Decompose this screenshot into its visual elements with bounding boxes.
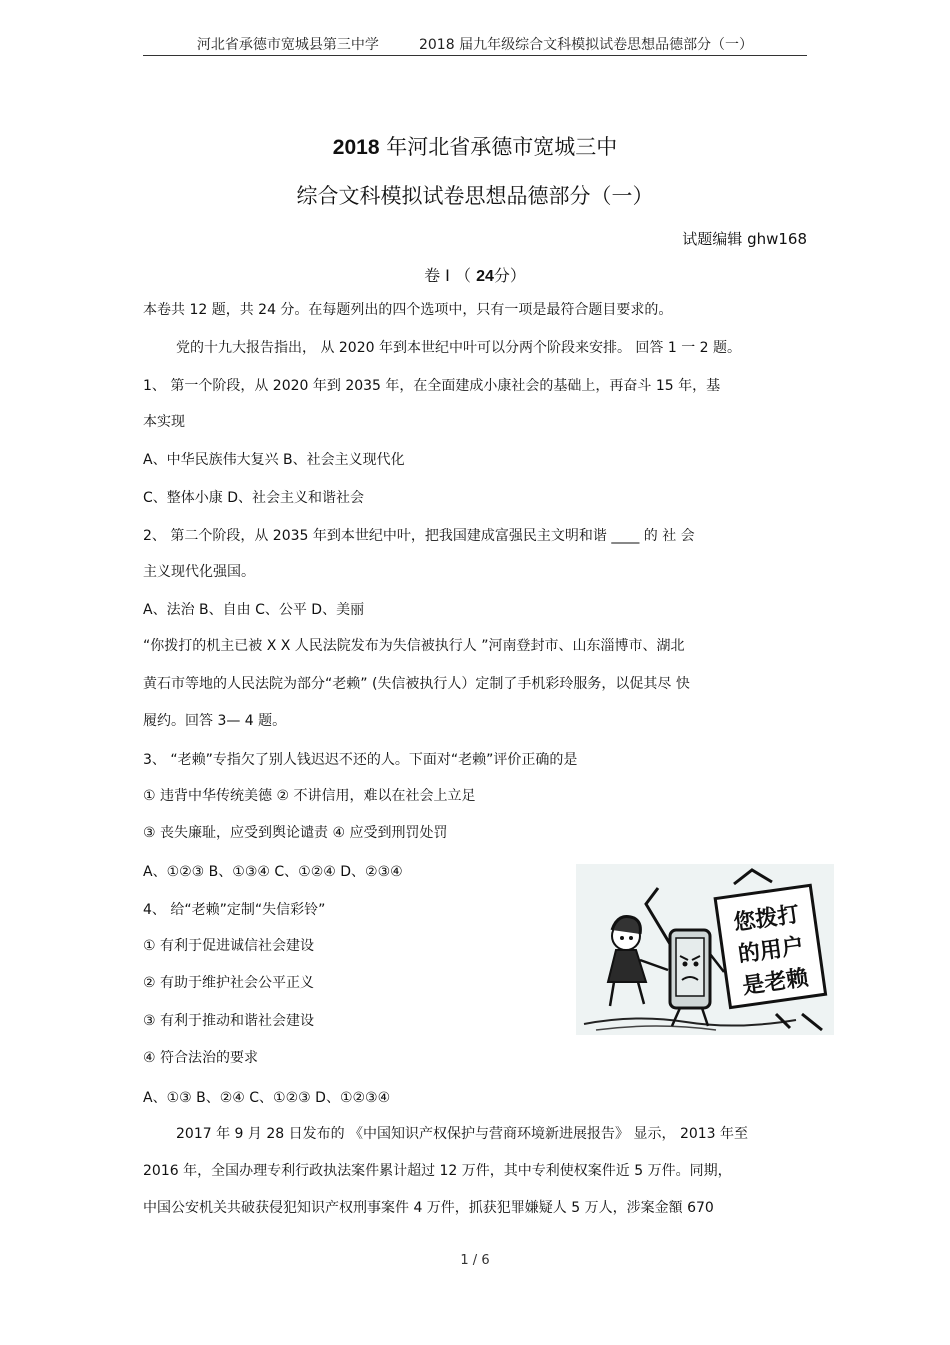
q3-stem: 3、 “老赖”专指欠了别人钱迟迟不还的人。下面对“老赖”评价正确的是 bbox=[143, 752, 578, 768]
running-header bbox=[143, 34, 807, 54]
volume-heading bbox=[0, 263, 950, 286]
q4-statement-3: ③ 有利于推动和谐社会建设 bbox=[143, 1013, 315, 1029]
title-line-1-text: 年河北省承德市宽城三中 bbox=[379, 135, 618, 159]
instruction: 本卷共 12 题，共 24 分。在每题列出的四个选项中，只有一项是最符合题目要求的。 bbox=[143, 302, 673, 318]
sign-text-line-2: 的用户 bbox=[736, 933, 806, 968]
page-number: 1 / 6 bbox=[460, 1253, 490, 1268]
material-2-line-2: 黄石市等地的人民法院为部分“老赖” (失信被执行人）定制了手机彩玲服务，以促其尽 快 bbox=[143, 676, 690, 692]
q4-statement-4: ④ 符合法治的要求 bbox=[143, 1050, 259, 1066]
q2-stem-line-1: 2、 第二个阶段，从 2035 年到本世纪中叶，把我国建成富强民主文明和谐 ____ 的 社 会 bbox=[143, 528, 695, 544]
title-year: 2018 bbox=[332, 136, 380, 159]
cartoon-drawing bbox=[576, 864, 834, 1035]
header-rule bbox=[143, 55, 807, 56]
q4-stem: 4、 给“老赖”定制“失信彩铃” bbox=[143, 902, 326, 918]
q4-statement-2: ② 有助于维护社会公平正义 bbox=[143, 975, 315, 991]
material-3-line-2: 2016 年，全国办理专利行政执法案件累计超过 12 万件，其中专利使权案件近 5 万件。同期， bbox=[143, 1163, 732, 1179]
material-3-line-3: 中国公安机关共破获侵犯知识产权刑事案件 4 万件，抓获犯罪嫌疑人 5 万人，涉案金額 670 bbox=[143, 1200, 714, 1216]
q1-options-cd: C、整体小康 D、社会主义和谐社会 bbox=[143, 490, 365, 506]
q2-stem-line-2: 主义现代化强国。 bbox=[143, 564, 255, 580]
title-line-1 bbox=[0, 131, 950, 161]
q3-options: A、①②③ B、①③④ C、①②④ D、②③④ bbox=[143, 864, 403, 880]
material-2-line-3: 履约。回答 3— 4 题。 bbox=[143, 713, 287, 729]
material-1: 党的十九大报告指出， 从 2020 年到本世纪中叶可以分两个阶段来安排。 回答 1 一 2 题。 bbox=[176, 340, 742, 356]
q4-options: A、①③ B、②④ C、①②③ D、①②③④ bbox=[143, 1090, 391, 1106]
volume-score: 24 bbox=[476, 268, 494, 285]
q3-statements-1-2: ① 违背中华传统美德 ② 不讲信用，难以在社会上立足 bbox=[143, 788, 476, 804]
volume-prefix: 卷 I （ bbox=[424, 266, 477, 285]
q1-stem-line-2: 本实现 bbox=[143, 414, 185, 430]
header-school: 河北省承德市宽城县第三中学 bbox=[196, 37, 379, 53]
q2-options: A、法治 B、自由 C、公平 D、美丽 bbox=[143, 602, 365, 618]
sign-text-line-3: 是老赖 bbox=[741, 965, 810, 1000]
q1-stem-line-1: 1、 第一个阶段，从 2020 年到 2035 年，在全面建成小康社会的基础上，再奋斗 15 年，基 bbox=[143, 378, 721, 394]
editor-credit: 试题编辑 ghw168 bbox=[682, 230, 807, 248]
sign-text-line-1: 您拨打 bbox=[732, 902, 801, 937]
q4-statement-1: ① 有利于促进诚信社会建设 bbox=[143, 938, 315, 954]
volume-suffix: 分） bbox=[493, 266, 526, 285]
cartoon-illustration bbox=[576, 864, 834, 1035]
header-exam: 2018 届九年级综合文科模拟试卷思想品德部分（一） bbox=[418, 37, 754, 53]
material-2-line-1: “你拨打的机主已被 X X 人民法院发布为失信被执行人 ”河南登封市、山东淄博市、湖北 bbox=[143, 638, 685, 654]
q3-statements-3-4: ③ 丧失廉耻，应受到舆论谴责 ④ 应受到刑罚处罚 bbox=[143, 825, 448, 841]
title-line-2: 综合文科模拟试卷思想品德部分（一） bbox=[296, 184, 654, 208]
q1-options-ab: A、中华民族伟大复兴 B、社会主义现代化 bbox=[143, 452, 405, 468]
material-3-line-1: 2017 年 9 月 28 日发布的 《中国知识产权保护与营商环境新进展报告》 显示， 2013 年至 bbox=[176, 1126, 749, 1142]
